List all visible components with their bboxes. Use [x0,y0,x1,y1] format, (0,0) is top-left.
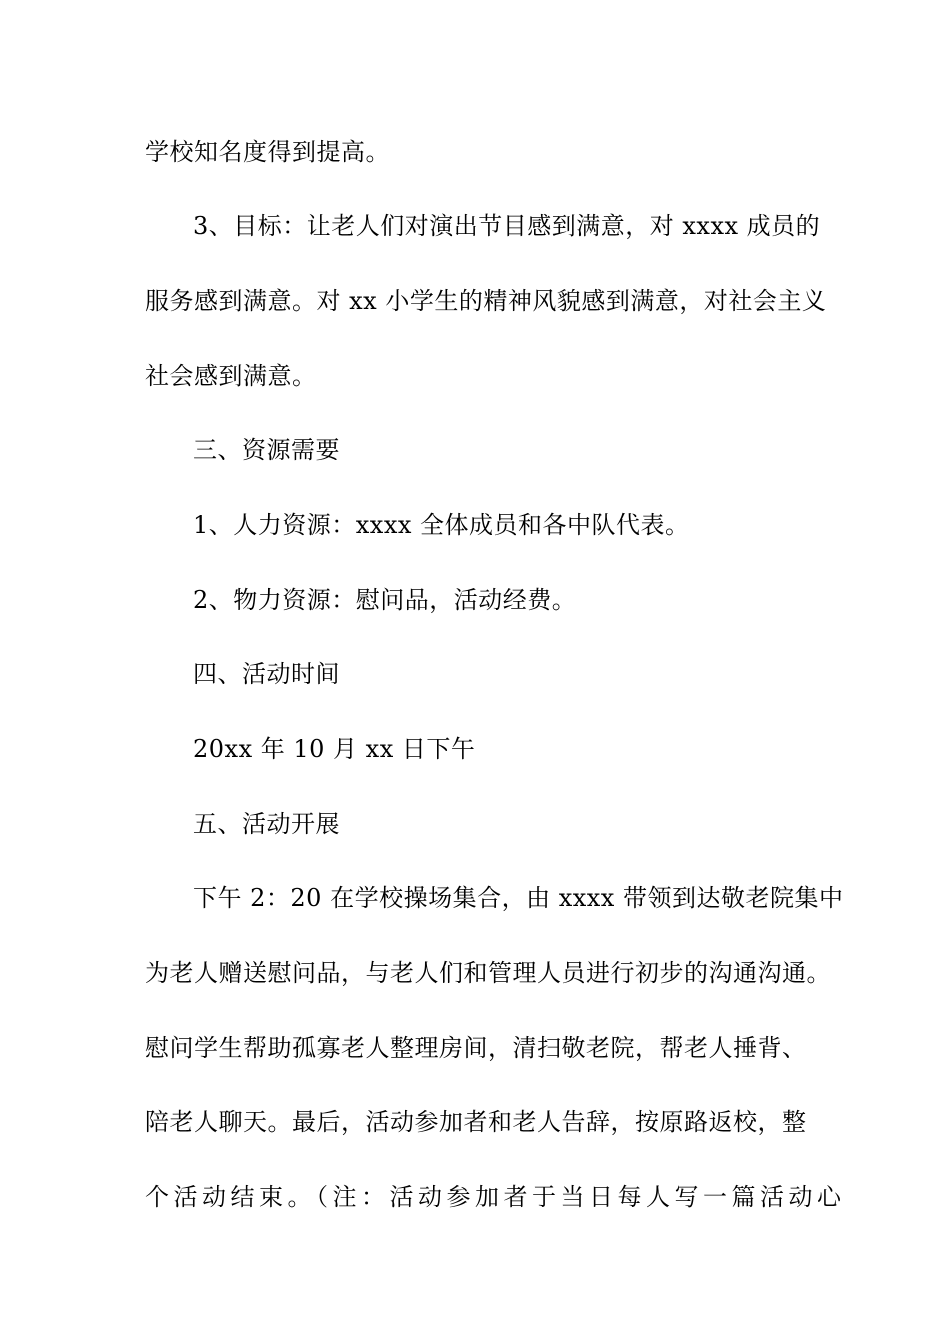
text-line: 服务感到满意。对 xx 小学生的精神风貌感到满意，对社会主义 [145,287,827,315]
text-line: 2、物力资源：慰问品，活动经费。 [193,586,577,614]
text-line: 3、目标：让老人们对演出节目感到满意，对 xxxx 成员的 [193,212,821,240]
text-line: 1、人力资源：xxxx 全体成员和各中队代表。 [193,511,690,539]
section-heading: 五、活动开展 [193,810,340,838]
text-line: 学校知名度得到提高。 [145,138,390,166]
text-line: 社会感到满意。 [145,362,317,390]
section-heading: 四、活动时间 [193,660,340,688]
text-line: 下午 2：20 在学校操场集合，由 xxxx 带领到达敬老院集中 [193,884,844,912]
text-line: 慰问学生帮助孤寡老人整理房间，清扫敬老院，帮老人捶背、 [145,1034,807,1062]
section-heading: 三、资源需要 [193,436,340,464]
text-line: 为老人赠送慰问品，与老人们和管理人员进行初步的沟通沟通。 [145,959,831,987]
text-line: 个活动结束。（注：活动参加者于当日每人写一篇活动心 [145,1183,846,1211]
text-line: 20xx 年 10 月 xx 日下午 [193,735,476,763]
text-line: 陪老人聊天。最后，活动参加者和老人告辞，按原路返校，整 [145,1108,807,1136]
